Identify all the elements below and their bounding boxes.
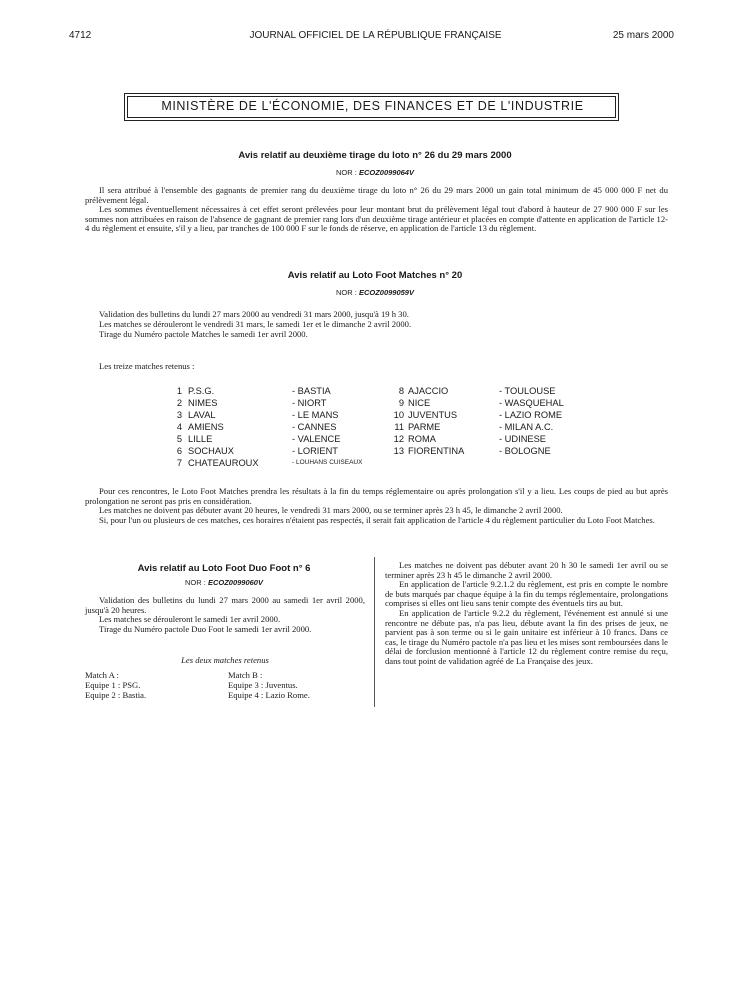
- home-team: SOCHAUX: [188, 446, 234, 456]
- notice3-right-paragraph-3: En application de l'article 9.2.2 du règlement, l'événement est annulé si une rencontre ne débute pas, n'a pas lieu, débute avant la fin des prises de jeux, ne parvient pas à son terme ou si le gain unitaire est inférieur à 10 francs. Dans ce cas, le tirage du Numéro pactole n'a pas lieu et les mises sont remboursées dans le délai de forclusion mentionné à l'article 12 du règlement contre remise du reçu, dans tout point de validation agréé de La Française des jeux.: [385, 607, 668, 666]
- right-match-numbers: [388, 385, 404, 457]
- notice2-retained: Les treize matches retenus :: [99, 361, 195, 371]
- header-date: 25 mars 2000: [612, 30, 674, 41]
- match-number: 1: [176, 386, 182, 396]
- match-b-team-4: Equipe 4 : Lazio Rome.: [228, 690, 310, 700]
- left-match-away-teams: [292, 385, 362, 469]
- notice3-paragraph-1: Validation des bulletins du lundi 27 mars 2000 au samedi 1er avril 2000, jusqu'à 20 heures.: [85, 595, 365, 615]
- match-b: [228, 670, 310, 700]
- notice1-body: [85, 186, 668, 234]
- home-team: PARME: [408, 422, 441, 432]
- away-team: - WASQUEHAL: [499, 398, 564, 408]
- column-divider: [374, 557, 375, 707]
- notice2-title: Avis relatif au Loto Foot Matches n° 20: [287, 270, 463, 281]
- left-match-numbers: [168, 385, 182, 469]
- match-number: 2: [176, 398, 182, 408]
- notice2-schedule: [85, 309, 668, 339]
- home-team: AJACCIO: [408, 386, 449, 396]
- match-a: [85, 670, 146, 700]
- notice2-paragraph-3: Si, pour l'un ou plusieurs de ces matches, ces horaires n'étaient pas respectés, il serait fait application de l'article 4 du règlement particulier du Loto Foot Matches.: [99, 514, 655, 525]
- notice3-right-paragraph-2: En application de l'article 9.2.1.2 du règlement, est pris en compte le nombre de buts marqués par chaque équipe à la fin du temps réglementaire, prolongations comprises si elles ont lieu sans tenir compte des éventuels tirs au but.: [385, 579, 668, 609]
- match-a-team-2: Equipe 2 : Bastia.: [85, 690, 147, 700]
- away-team: - LAZIO ROME: [499, 410, 563, 420]
- match-b-label: Match B :: [228, 670, 263, 680]
- home-team: FIORENTINA: [408, 446, 465, 456]
- home-team: LAVAL: [188, 410, 216, 420]
- notice3-nor: NOR : ECOZ0099060V: [185, 578, 263, 587]
- right-match-home-teams: [408, 385, 464, 457]
- match-number: 7: [176, 458, 182, 468]
- match-number: 4: [176, 422, 182, 432]
- match-a-team-1: Equipe 1 : PSG.: [85, 680, 141, 690]
- away-team: - LOUHANS CUISEAUX: [292, 459, 363, 466]
- notice1-nor: NOR : ECOZ0099064V: [336, 168, 414, 177]
- away-team: - BASTIA: [292, 386, 331, 396]
- match-number: 10: [393, 410, 404, 420]
- notice1-paragraph-2: Les sommes éventuellement nécessaires à cet effet seront prélevées pour leur montant brut du prélèvement légal tout d'abord à hauteur de 27 900 000 F sur les sommes non attribuées en raison de l'absence de gagnant de premier rang lors d'un deuxième tirage antérieur et placées en compte d'attente en application de l'article 12-4 du règlement et ensuite, s'il y a lieu, par tranches de 100 000 F sur le fonds de réserve, en application de l'article 13 du règlement.: [85, 204, 668, 234]
- match-number: 3: [176, 410, 182, 420]
- home-team: CHATEAUROUX: [188, 458, 259, 468]
- home-team: P.S.G.: [188, 386, 215, 396]
- home-team: NICE: [408, 398, 431, 408]
- home-team: LILLE: [188, 434, 213, 444]
- page-number: 4712: [69, 30, 92, 41]
- home-team: JUVENTUS: [408, 410, 458, 420]
- match-number: 8: [398, 386, 404, 396]
- notice3-paragraph-3: Tirage du Numéro pactole Duo Foot le samedi 1er avril 2000.: [99, 623, 312, 634]
- notice3-subtitle: Les deux matches retenus: [181, 655, 269, 665]
- notice3-right-paragraph-1: Les matches ne doivent pas débuter avant 20 h 30 le samedi 1er avril ou se terminer après 23 h 45 le dimanche 2 avril 2000.: [385, 560, 668, 580]
- home-team: ROMA: [408, 434, 436, 444]
- notice3-title: Avis relatif au Loto Foot Duo Foot n° 6: [137, 563, 311, 574]
- notice1-paragraph-1: Il sera attribué à l'ensemble des gagnants de premier rang du deuxième tirage du loto n° 26 du 29 mars 2000 un gain total minimum de 45 000 000 F net du prélèvement légal.: [85, 185, 668, 205]
- left-match-home-teams: [188, 385, 259, 469]
- journal-title: JOURNAL OFFICIEL DE LA RÉPUBLIQUE FRANÇAISE: [249, 30, 502, 41]
- match-b-team-3: Equipe 3 : Juventus.: [228, 680, 298, 690]
- match-number: 12: [393, 434, 404, 444]
- away-team: - UDINESE: [499, 434, 547, 444]
- home-team: AMIENS: [188, 422, 224, 432]
- match-number: 11: [394, 422, 404, 432]
- notice3-right-body: [385, 561, 668, 667]
- away-team: - MILAN A.C.: [499, 422, 554, 432]
- match-number: 5: [176, 434, 182, 444]
- ministry-title: MINISTÈRE DE L'ÉCONOMIE, DES FINANCES ET DE L'INDUSTRIE: [161, 99, 584, 113]
- notice2-line-2: Les matches se dérouleront le vendredi 31 mars, le samedi 1er et le dimanche 2 avril 2000.: [99, 319, 412, 329]
- notice2-paragraph-2: Les matches ne doivent pas débuter avant 20 heures, le vendredi 31 mars 2000, ou se terminer après 23 h 45, le dimanche 2 avril 2000.: [99, 505, 563, 516]
- away-team: - BOLOGNE: [499, 446, 551, 456]
- away-team: - CANNES: [292, 422, 337, 432]
- away-team: - VALENCE: [292, 434, 341, 444]
- notice3-paragraph-2: Les matches se dérouleront le samedi 1er avril 2000.: [99, 614, 281, 625]
- match-number: 13: [393, 446, 404, 456]
- match-number: 9: [398, 398, 404, 408]
- notice2-line-3: Tirage du Numéro pactole Matches le samedi 1er avril 2000.: [99, 329, 308, 339]
- right-match-away-teams: [499, 385, 564, 457]
- notice1-title: Avis relatif au deuxième tirage du loto n° 26 du 29 mars 2000: [238, 150, 512, 161]
- match-number: 6: [176, 446, 182, 456]
- notice2-nor: NOR : ECOZ0099059V: [336, 288, 414, 297]
- notice3-body: [85, 596, 365, 634]
- away-team: - LE MANS: [292, 410, 339, 420]
- match-a-label: Match A :: [85, 670, 119, 680]
- home-team: NIMES: [188, 398, 218, 408]
- notice2-paragraph-1: Pour ces rencontres, le Loto Foot Matches prendra les résultats à la fin du temps réglementaire ou après prolongation s'il y a lieu. Les coups de pied au but après prolongation ne seront pas pris en considération.: [85, 486, 668, 506]
- notice2-rules: [85, 487, 668, 525]
- away-team: - NIORT: [292, 398, 327, 408]
- away-team: - LORIENT: [292, 446, 338, 456]
- away-team: - TOULOUSE: [499, 386, 556, 396]
- notice2-line-1: Validation des bulletins du lundi 27 mars 2000 au vendredi 31 mars 2000, jusqu'à 19 h 30.: [99, 309, 409, 319]
